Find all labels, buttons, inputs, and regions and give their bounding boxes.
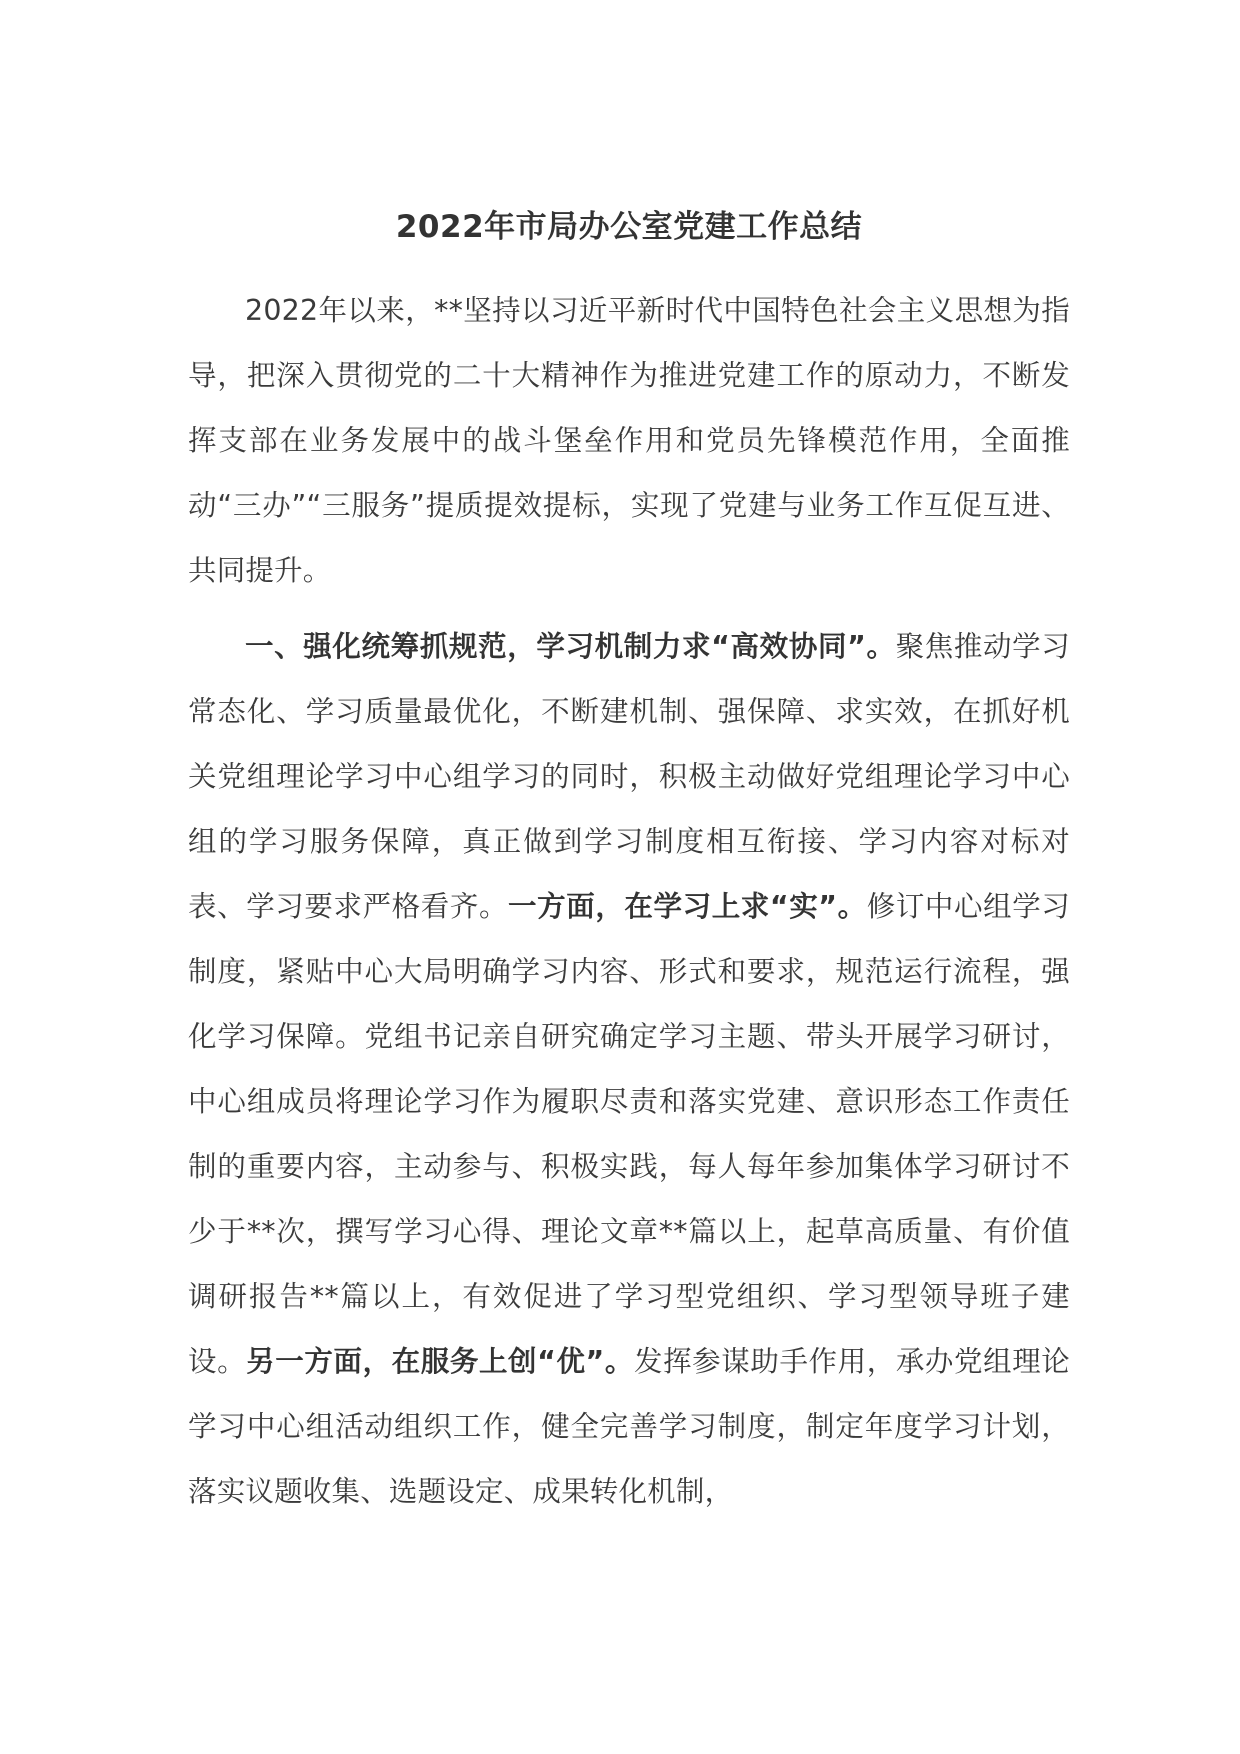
intro-paragraph: 2022年以来，**坚持以习近平新时代中国特色社会主义思想为指导，把深入贯彻党的二十大精神作为推进党建工作的原动力，不断发挥支部在业务发展中的战斗堡垒作用和党员先锋模范作用，全面推动“三办”“三服务”提质提效提标，实现了党建与业务工作互促互进、共同提升。 xyxy=(188,294,1070,587)
point-two-heading: 另一方面，在服务上创“优”。 xyxy=(246,1345,634,1378)
point-one-text: 修订中心组学习制度，紧贴中心大局明确学习内容、形式和要求，规范运行流程，强化学习保障。党组书记亲自研究确定学习主题、带头开展学习研讨，中心组成员将理论学习作为履职尽责和落实党建、意识形态工作责任制的重要内容，主动参与、积极实践，每人每年参加集体学习研讨不少于**次，撰写学习心得、理论文章**篇以上，起草高质量、有价值调研报告**篇以上，有效促进了学习型党组织、学习型领导班子建设。 xyxy=(188,890,1070,1378)
section-one-text: 聚焦推动学习常态化、学习质量最优化，不断建机制、强保障、求实效，在抓好机关党组理论学习中心组学习的同时，积极主动做好党组理论学习中心组的学习服务保障，真正做到学习制度相互衔接、学习内容对标对表、学习要求严格看齐。 xyxy=(188,630,1070,923)
point-one-heading: 一方面，在学习上求“实”。 xyxy=(508,890,867,923)
document-title: 2022年市局办公室党建工作总结 xyxy=(395,209,863,245)
section-one-heading: 一、强化统筹抓规范，学习机制力求“高效协同”。 xyxy=(245,630,896,663)
point-two-text: 发挥参谋助手作用，承办党组理论学习中心组活动组织工作，健全完善学习制度，制定年度学习计划，落实议题收集、选题设定、成果转化机制， xyxy=(188,1345,1070,1508)
document-body xyxy=(188,202,1070,1535)
section-one-paragraph xyxy=(188,614,1070,1524)
